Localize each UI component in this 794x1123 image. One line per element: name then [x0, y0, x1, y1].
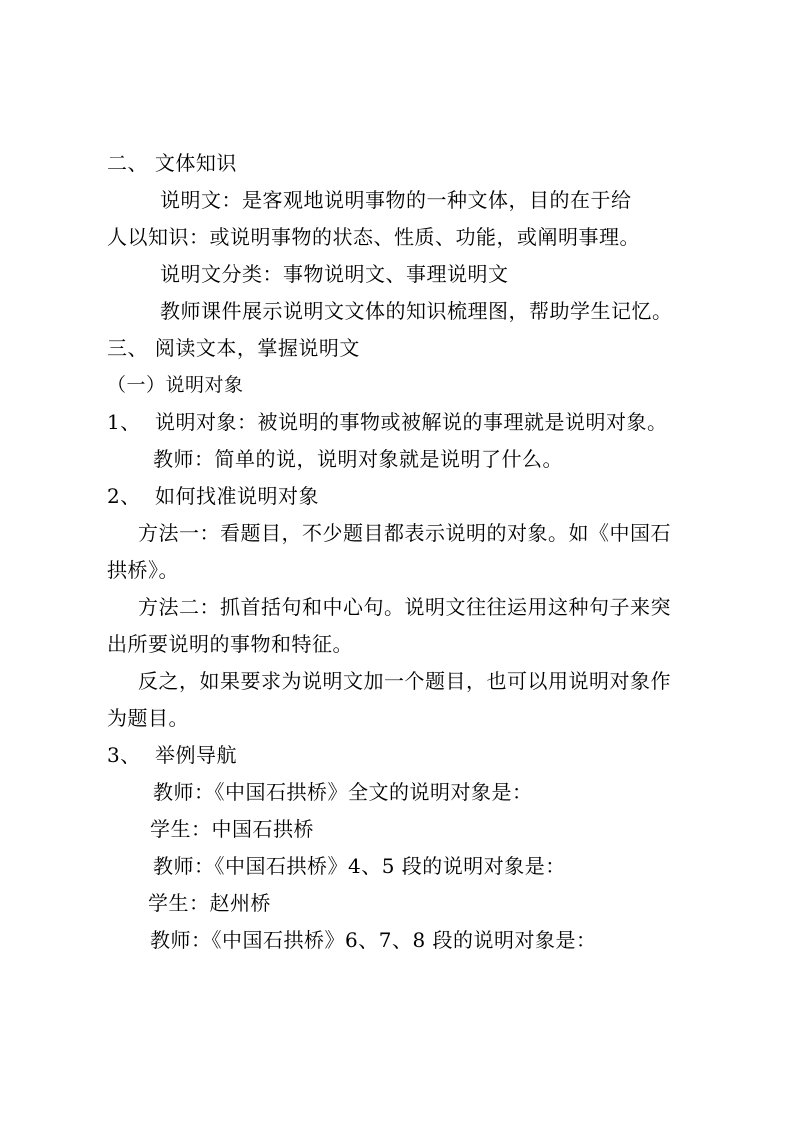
- paragraph-line: 方法二：抓首括句和中心句。说明文往往运用这种句子来突: [138, 595, 671, 619]
- paragraph-line: 教师课件展示说明文文体的知识梳理图，帮助学生记忆。: [160, 299, 673, 323]
- dialogue-line: 教师：《中国石拱桥》全文的说明对象是：: [153, 780, 533, 804]
- paragraph-line: 说明文分类：事物说明文、事理说明文: [160, 262, 509, 286]
- list-number: 2、: [107, 484, 141, 508]
- paragraph-line: 拱桥》。: [107, 558, 179, 582]
- paragraph-line: 人以知识：或说明事物的状态、性质、功能，或阐明事理。: [107, 225, 640, 249]
- dialogue-line: 教师：《中国石拱桥》4、5 段的说明对象是：: [153, 854, 566, 878]
- section-heading-2: 二、 文体知识: [107, 151, 237, 175]
- paragraph-line: 说明文：是客观地说明事物的一种文体，目的在于给: [160, 188, 632, 212]
- dialogue-line: 学生：中国石拱桥: [150, 817, 314, 841]
- dialogue-line: 教师：《中国石拱桥》6、7、8 段的说明对象是：: [150, 928, 597, 952]
- paragraph-line: 出所要说明的事物和特征。: [107, 632, 353, 656]
- list-number: 1、: [107, 410, 141, 434]
- list-number: 3、: [107, 743, 141, 767]
- dialogue-line: 学生：赵州桥: [148, 891, 271, 915]
- list-item-heading: 如何找准说明对象: [155, 484, 319, 508]
- paragraph-line: 教师：简单的说，说明对象就是说明了什么。: [153, 447, 563, 471]
- subsection-heading: （一）说明对象: [107, 374, 244, 396]
- paragraph-line: 为题目。: [107, 706, 189, 730]
- list-item-heading: 举例导航: [155, 743, 237, 767]
- section-heading-3: 三、 阅读文本，掌握说明文: [107, 336, 360, 360]
- paragraph-line: 说明对象：被说明的事物或被解说的事理就是说明对象。: [155, 410, 668, 434]
- paragraph-line: 反之，如果要求为说明文加一个题目，也可以用说明对象作: [138, 669, 671, 693]
- paragraph-line: 方法一：看题目，不少题目都表示说明的对象。如《中国石: [138, 521, 671, 545]
